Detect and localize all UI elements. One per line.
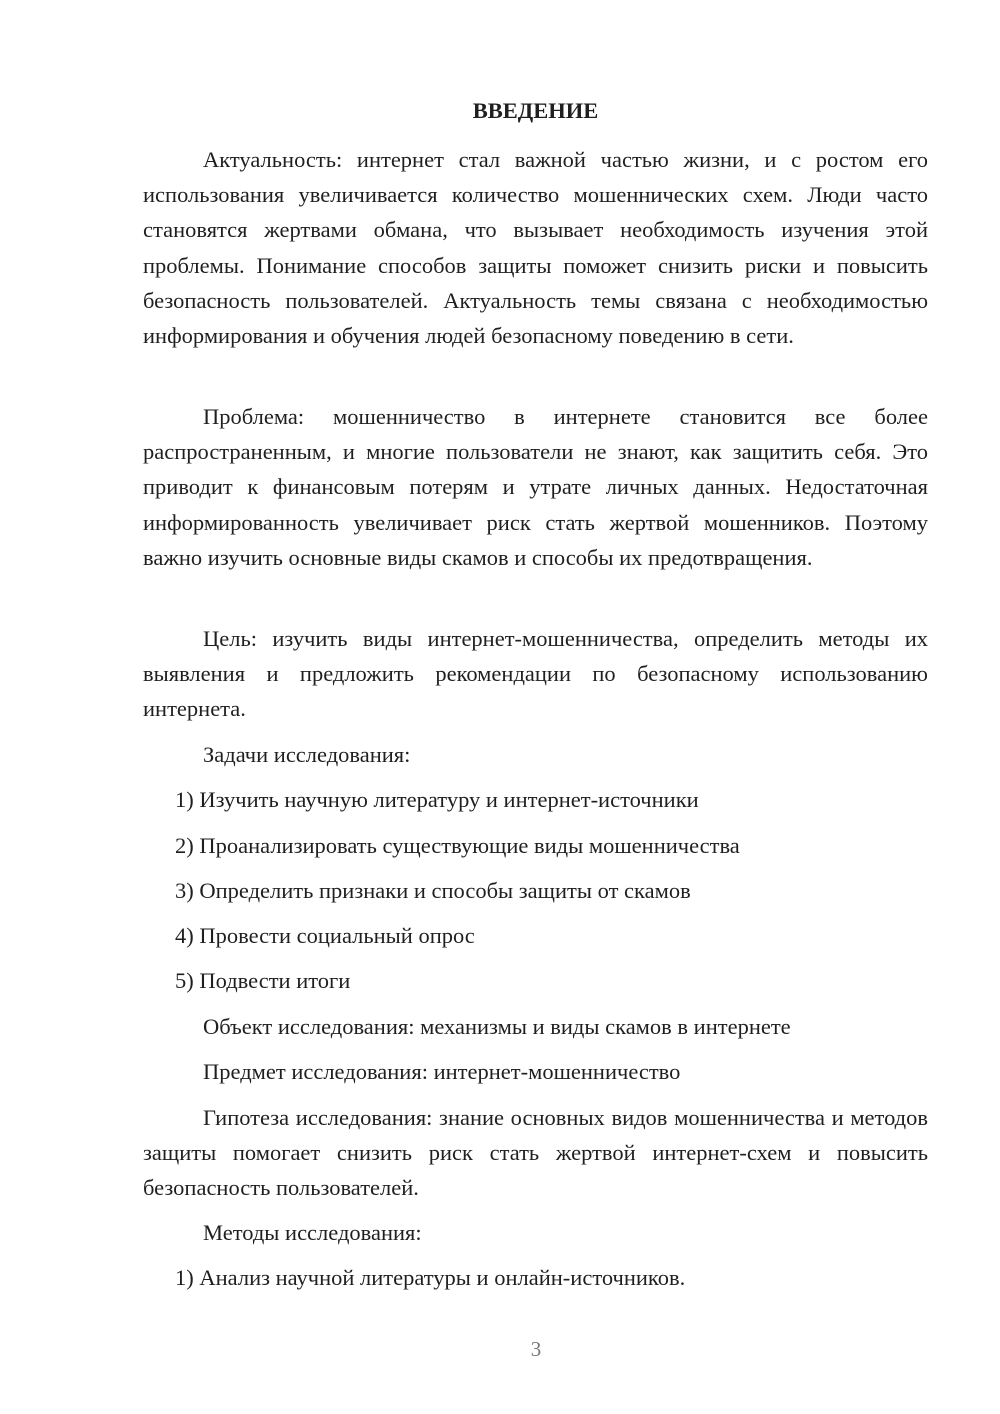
research-subject: Предмет исследования: интернет-мошенничество — [203, 1059, 681, 1084]
method-item: 1) Анализ научной литературы и онлайн-источников. — [175, 1265, 686, 1290]
research-object: Объект исследования: механизмы и виды скамов в интернете — [203, 1014, 791, 1039]
task-item: 4) Провести социальный опрос — [175, 923, 475, 948]
task-item: 5) Подвести итоги — [175, 968, 351, 993]
methods-heading: Методы исследования: — [203, 1220, 422, 1245]
hypothesis-paragraph: Гипотеза исследования: знание основных видов мошенничества и методов защиты помогает снизить риск стать жертвой интернет-схем и повысить безопасность пользователей. — [143, 1105, 928, 1201]
task-item: 2) Проанализировать существующие виды мошенничества — [175, 833, 740, 858]
task-item: 1) Изучить научную литературу и интернет-источники — [175, 787, 699, 812]
task-item: 3) Определить признаки и способы защиты от скамов — [175, 878, 691, 903]
page-number: 3 — [530, 1337, 542, 1361]
section-heading: ВВЕДЕНИЕ — [472, 98, 599, 123]
problem-paragraph: Проблема: мошенничество в интернете становится все более распространенным, и многие пользователи не знают, как защитить себя. Это приводит к финансовым потерям и утрате личных данных. Недостаточная информированность увеличивает риск стать жертвой мошенников. Поэтому важно изучить основные виды скамов и способы их предотвращения. — [143, 404, 928, 570]
goal-paragraph: Цель: изучить виды интернет-мошенничества, определить методы их выявления и предложить рекомендации по безопасному использованию интернета. — [143, 626, 928, 722]
relevance-paragraph: Актуальность: интернет стал важной частью жизни, и с ростом его использования увеличивается количество мошеннических схем. Люди часто становятся жертвами обмана, что вызывает необходимость изучения этой проблемы. Понимание способов защиты поможет снизить риски и повысить безопасность пользователей. Актуальность темы связана с необходимостью информирования и обучения людей безопасному поведению в сети. — [143, 147, 928, 349]
tasks-heading: Задачи исследования: — [203, 742, 411, 767]
